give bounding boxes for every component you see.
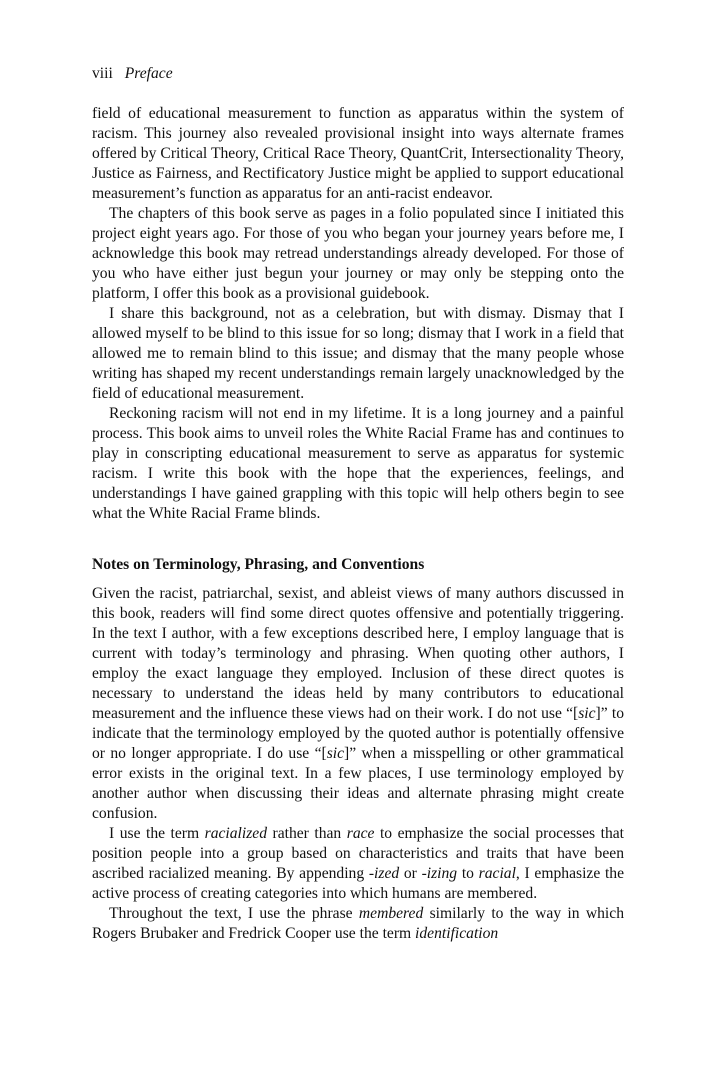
paragraph-text: The chapters of this book serve as pages in a folio populated since I initiated this project eight years ago. For those of you who began your journey years before me, I acknowledge this book may retread understandings already developed. For those of you who have either just begun your journey or may only be stepping onto the platform, I offer this book as a provisional guidebook. [92,205,624,302]
body-paragraph [92,404,624,524]
italic-text: racialized [204,825,268,842]
italic-text: sic [326,745,345,762]
page-number: viii [92,65,113,82]
paragraph-text: Throughout the text, I use the phrase [109,905,359,922]
terminology-body [92,584,624,944]
body-paragraph [92,904,624,944]
body-paragraph [92,204,624,304]
italic-text: izing [426,865,458,882]
paragraph-text: similarly to the way in which Rogers Brubaker and Fredrick Cooper use the term [92,905,624,942]
paragraph-text: , I emphasize the active process of creating categories into which humans are membered. [92,865,625,902]
running-title: Preface [124,65,173,82]
italic-text: race [346,825,375,842]
paragraph-text: Reckoning racism will not end in my lifetime. It is a long journey and a painful process. This book aims to unveil roles the White Racial Frame has and continues to play in conscripting educational measurement to serve as apparatus for systemic racism. I write this book with the hope that the experiences, feelings, and understandings I have gained grappling with this topic will help others begin to see what the White Racial Frame blinds. [92,405,624,522]
body-paragraph [92,304,624,404]
section-heading: Notes on Terminology, Phrasing, and Conventions [92,556,425,573]
italic-text: ized [374,865,400,882]
italic-text: membered [358,905,424,922]
paragraph-text: ]” to indicate that the terminology employed by the quoted author is potentially offensive or no longer appropriate. I do use “[ [92,705,624,762]
book-page [92,64,624,944]
paragraph-text: or - [399,865,427,882]
paragraph-text: ]” when a misspelling or other grammatical error exists in the original text. In a few places, I use terminology employed by another author when discussing their ideas and alternate phrasing might create confusion. [92,745,624,822]
body-paragraph [92,584,624,824]
paragraph-text: to [457,865,479,882]
paragraph-text: Given the racist, patriarchal, sexist, and ableist views of many authors discussed in this book, readers will find some direct quotes offensive and potentially triggering. In the text I author, with a few exceptions described here, I employ language that is current with today’s terminology and phrasing. When quoting other authors, I employ the exact language they employed. Inclusion of these direct quotes is necessary to understand the ideas held by many contributors to educational measurement and the influence these views had on their work. I do not use “[ [92,585,624,722]
body-paragraph [92,104,624,204]
paragraph-text: I use the term [109,825,205,842]
running-head [92,64,624,84]
italic-text: sic [578,705,596,722]
italic-text: racial [478,865,516,882]
paragraph-text: I share this background, not as a celebration, but with dismay. Dismay that I allowed myself to be blind to this issue for so long; dismay that I work in a field that allowed me to remain blind to this issue; and dismay that the many people whose writing has shaped my recent understandings remain largely unacknowledged by the field of educational measurement. [92,305,624,402]
paragraph-text: rather than [267,825,347,842]
paragraph-text: to emphasize the social processes that position people into a group based on characteristics and traits that have been ascribed racialized meaning. By appending - [92,825,625,882]
italic-text: identification [415,925,499,942]
preface-body [92,104,624,524]
body-paragraph [92,824,624,904]
paragraph-text: field of educational measurement to function as apparatus within the system of racism. This journey also revealed provisional insight into ways alternate frames offered by Critical Theory, Critical Race Theory, QuantCrit, Intersectionality Theory, Justice as Fairness, and Rectificatory Justice might be applied to support educational measurement’s function as apparatus for an anti-racist endeavor. [92,105,624,202]
